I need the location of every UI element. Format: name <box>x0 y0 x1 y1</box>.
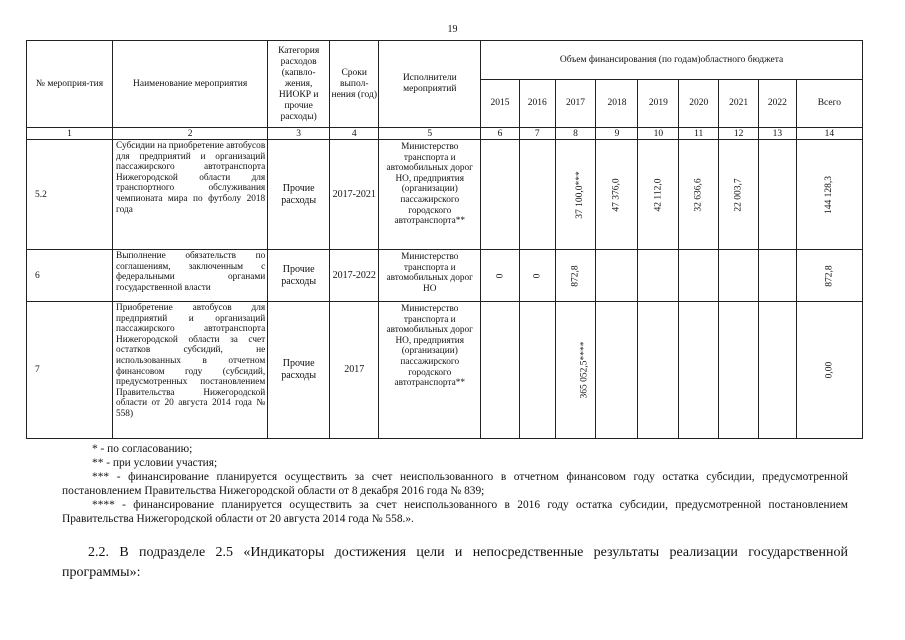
row-category: Прочие расходы <box>268 250 330 302</box>
page-number: 19 <box>447 24 458 35</box>
column-number: 13 <box>759 128 797 140</box>
column-number: 6 <box>481 128 520 140</box>
value-cell <box>796 250 862 302</box>
column-number: 9 <box>596 128 638 140</box>
value-cell <box>596 302 638 439</box>
row-name: Выполнение обязательств по соглашениям, заключенным с федеральными органами государственной власти <box>113 250 268 302</box>
value-cell <box>638 302 679 439</box>
value-cell <box>796 302 862 439</box>
header-year: 2020 <box>679 80 719 128</box>
footnote: **** - финансирование планируется осуществить за счет неиспользованного в 2016 году остатка субсидии, предусмотренной постановлением Правительства Нижегородской области от 20 августа 2014 года № 558.». <box>62 499 848 525</box>
footnote: * - по согласованию; <box>92 443 193 455</box>
row-id: 6 <box>27 250 113 302</box>
column-number: 10 <box>638 128 679 140</box>
row-executors: Министерство транспорта и автомобильных дорог НО, предприятия (организации) пассажирского городского автотранспорта** <box>379 140 481 250</box>
value-total: 144 128,3 <box>824 175 835 214</box>
value-cell <box>519 140 555 250</box>
value-cell <box>555 140 596 250</box>
column-number: 3 <box>268 128 330 140</box>
value-cell <box>555 302 596 439</box>
row-executors: Министерство транспорта и автомобильных дорог НО <box>379 250 481 302</box>
header-year: 2019 <box>638 80 679 128</box>
header-row <box>27 41 863 80</box>
column-number: 14 <box>796 128 862 140</box>
column-number: 2 <box>113 128 268 140</box>
value-2017: 365 052,5**** <box>579 341 590 399</box>
header-year: 2022 <box>759 80 797 128</box>
row-term: 2017-2021 <box>330 140 379 250</box>
value-cell <box>759 302 797 439</box>
header-event-number: № мероприя-тия <box>27 41 113 128</box>
value-2018: 47 376,0 <box>611 177 622 212</box>
value-cell <box>555 250 596 302</box>
value-total: 872,8 <box>824 264 835 287</box>
table-row <box>27 250 863 302</box>
value-cell <box>759 250 797 302</box>
footnotes <box>62 442 848 526</box>
column-number: 4 <box>330 128 379 140</box>
row-name: Субсидии на приобретение автобусов для предприятий и организаций пассажирского автотранспорта Нижегородской области для транспортного обслуживания чемпионата мира по футболу 2018 года <box>113 140 268 250</box>
value-cell <box>519 250 555 302</box>
column-number: 7 <box>519 128 555 140</box>
header-year: 2018 <box>596 80 638 128</box>
value-cell <box>719 302 759 439</box>
row-category: Прочие расходы <box>268 140 330 250</box>
value-cell <box>481 250 520 302</box>
value-2017: 872,8 <box>570 264 581 287</box>
column-number: 11 <box>679 128 719 140</box>
value-total: 0,00 <box>824 361 835 379</box>
column-number: 5 <box>379 128 481 140</box>
section-paragraph: 2.2. В подразделе 2.5 «Индикаторы достижения цели и непосредственные результаты реализации государственной программы»: <box>62 545 848 580</box>
value-cell <box>679 140 719 250</box>
value-cell <box>481 302 520 439</box>
value-2016: 0 <box>532 273 543 278</box>
value-cell <box>719 140 759 250</box>
column-number: 1 <box>27 128 113 140</box>
table-row <box>27 302 863 439</box>
header-executors: Исполнители мероприятий <box>379 41 481 128</box>
header-total: Всего <box>796 80 862 128</box>
header-event-name: Наименование мероприятия <box>113 41 268 128</box>
table-row <box>27 140 863 250</box>
header-year: 2017 <box>555 80 596 128</box>
footnote: *** - финансирование планируется осуществить за счет неиспользованного в отчетном финансовом году остатка субсидии, предусмотренной постановлением Правительства Нижегородской области от 8 декабря 2016 года № 839; <box>62 471 848 497</box>
value-2020: 32 636,6 <box>693 177 704 212</box>
row-executors: Министерство транспорта и автомобильных дорог НО, предприятия (организации) пассажирского городского автотранспорта** <box>379 302 481 439</box>
header-year: 2015 <box>481 80 520 128</box>
column-number: 12 <box>719 128 759 140</box>
header-year: 2021 <box>719 80 759 128</box>
row-name: Приобретение автобусов для предприятий и организаций пассажирского автотранспорта Нижегородской области за счет остатков субсидий, не использованных в отчетном финансовом году (субсидий, предусмотренных постановлением Правительства Нижегородской области от 20 августа 2014 года № 558) <box>113 302 268 439</box>
column-number: 8 <box>555 128 596 140</box>
value-cell <box>638 140 679 250</box>
value-cell <box>596 140 638 250</box>
value-cell <box>481 140 520 250</box>
value-cell <box>519 302 555 439</box>
value-2021: 22 003,7 <box>733 177 744 212</box>
header-expense-category: Категория расходов (капвло-жения, НИОКР и прочие расходы) <box>268 41 330 128</box>
value-cell <box>638 250 679 302</box>
row-id: 7 <box>27 302 113 439</box>
value-2019: 42 112,0 <box>653 178 664 211</box>
financing-table <box>26 40 863 439</box>
value-cell <box>596 250 638 302</box>
row-category: Прочие расходы <box>268 302 330 439</box>
value-cell <box>719 250 759 302</box>
row-term: 2017 <box>330 302 379 439</box>
value-cell <box>759 140 797 250</box>
value-2017: 37 100,0*** <box>574 170 585 219</box>
value-2015: 0 <box>495 273 506 278</box>
value-cell <box>679 302 719 439</box>
row-term: 2017-2022 <box>330 250 379 302</box>
value-cell <box>796 140 862 250</box>
row-id: 5.2 <box>27 140 113 250</box>
header-term: Сроки выпол-нения (год) <box>330 41 379 128</box>
header-year: 2016 <box>519 80 555 128</box>
value-cell <box>679 250 719 302</box>
footnote: ** - при условии участия; <box>92 457 218 469</box>
header-funding: Объем финансирования (по годам)областного бюджета <box>481 41 863 80</box>
column-number-row <box>27 128 863 140</box>
